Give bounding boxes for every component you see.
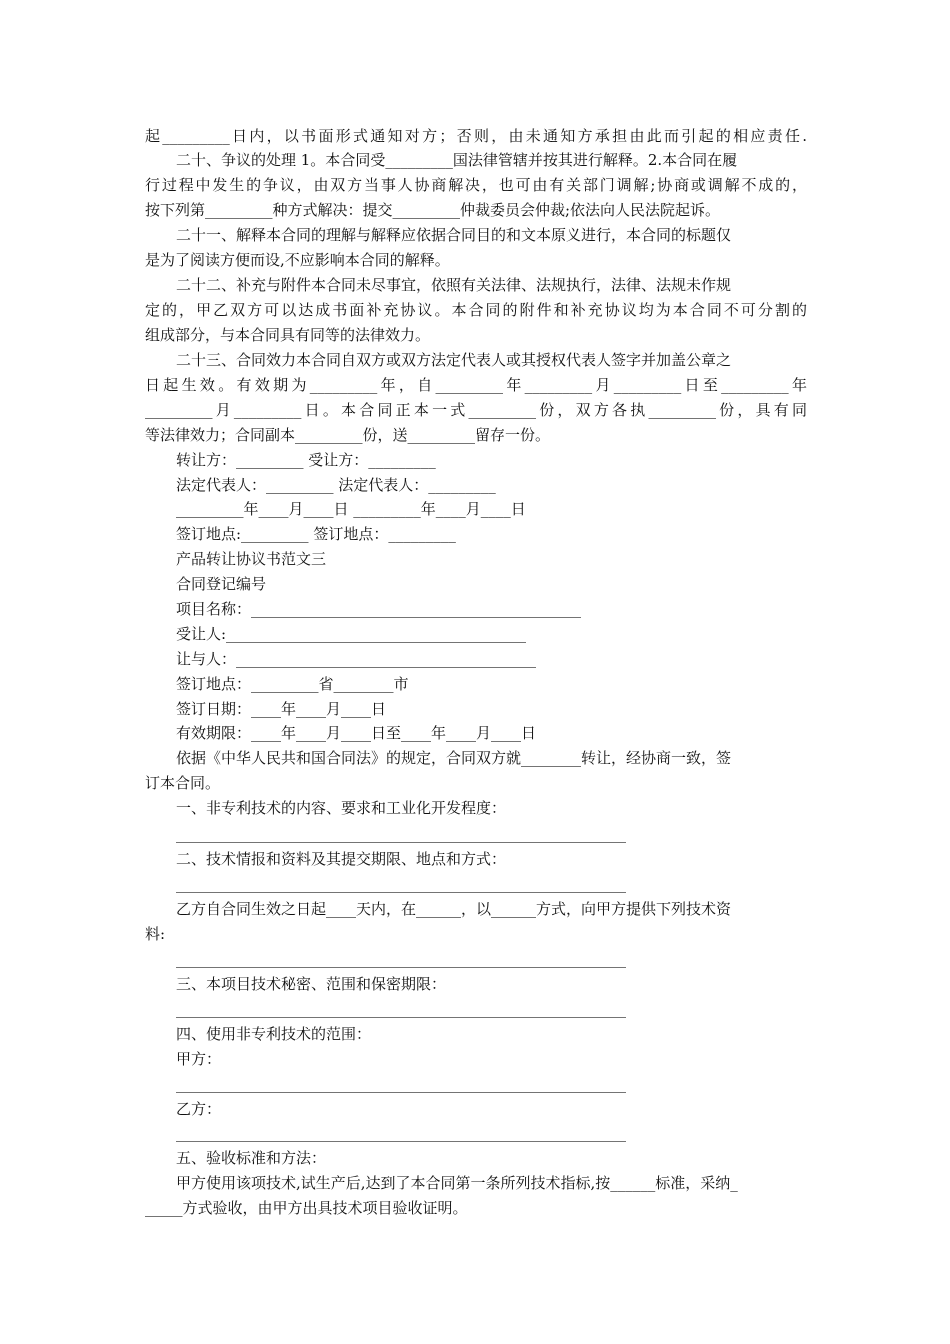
text-line: 一、非专利技术的内容、要求和工业化开发程度： — [176, 799, 507, 817]
text-line: _________月_________日。本合同正本一式_________份，双方各执_________份，具有同 — [145, 401, 807, 419]
text-line: 等法律效力；合同副本_________份，送_________留存一份。 — [145, 426, 551, 444]
text-line: 法定代表人：_________ 法定代表人：_________ — [176, 476, 496, 494]
text-line: 二十一、解释本合同的理解与解释应依据合同目的和文本原义进行，本合同的标题仅 — [176, 226, 732, 244]
text-line: 五、验收标准和方法： — [176, 1149, 327, 1167]
text-line: 依据《中华人民共和国合同法》的规定，合同双方就________转让，经协商一致，签 — [176, 749, 732, 767]
text-line: 料: — [145, 925, 166, 943]
text-line: 是为了阅读方便而设,不应影响本合同的解释。 — [145, 251, 450, 269]
text-line: 定的，甲乙双方可以达成书面补充协议。本合同的附件和补充协议均为本合同不可分割的 — [145, 301, 807, 319]
text-line: 受让人:________________________________________ — [176, 625, 527, 643]
text-line: 三、本项目技术秘密、范围和保密期限： — [176, 975, 447, 993]
text-line: ____________________________________________________________ — [176, 825, 626, 843]
text-line: ____________________________________________________________ — [176, 1000, 626, 1018]
text-line: 起_________日内，以书面形式通知对方；否则，由未通知方承担由此而引起的相应责任. — [145, 127, 807, 145]
text-line: 项目名称：____________________________________________ — [176, 600, 582, 618]
text-line: 按下列第_________种方式解决：提交_________仲裁委员会仲裁;依法向人民法院起诉。 — [145, 201, 721, 219]
text-line: ____________________________________________________________ — [176, 875, 626, 893]
text-line: 合同登记编号 — [176, 575, 267, 593]
text-line: 二十、争议的处理 1。本合同受_________国法律管辖并按其进行解释。2.本合同在履 — [176, 151, 738, 169]
text-line: 签订地点:_________ 签订地点：_________ — [176, 525, 456, 543]
text-line: 二十二、补充与附件本合同未尽事宜，依照有关法律、法规执行，法律、法规未作规 — [176, 276, 732, 294]
text-line: 签订地点：_________省________市 — [176, 675, 409, 693]
text-line: 产品转让协议书范文三 — [176, 550, 327, 568]
text-line: 乙方： — [176, 1100, 222, 1118]
text-line: 日起生效。有效期为_________年，自_________年_________月_________日至_________年 — [145, 376, 807, 394]
text-line: 行过程中发生的争议，由双方当事人协商解决，也可由有关部门调解;协商或调解不成的， — [145, 176, 807, 194]
text-line: ____________________________________________________________ — [176, 1124, 626, 1142]
text-line: 签订日期：____年____月____日 — [176, 700, 387, 718]
text-line: 四、使用非专利技术的范围： — [176, 1025, 372, 1043]
text-line: 二、技术情报和资料及其提交期限、地点和方式： — [176, 850, 507, 868]
text-line: 乙方自合同生效之日起____天内，在______，以______方式，向甲方提供下列技术资 — [176, 900, 732, 918]
text-line: 转让方：_________ 受让方：_________ — [176, 451, 436, 469]
text-line: 有效期限：____年____月____日至____年____月____日 — [176, 724, 537, 742]
text-line: _________年____月____日 _________年____月____日 — [176, 500, 526, 518]
text-line: 甲方： — [176, 1050, 222, 1068]
text-line: ____________________________________________________________ — [176, 950, 626, 968]
text-line: 组成部分，与本合同具有同等的法律效力。 — [145, 326, 431, 344]
text-line: 甲方使用该项技术,试生产后,达到了本合同第一条所列技术指标,按______标准，采纳_ — [176, 1174, 738, 1192]
text-line: _____方式验收，由甲方出具技术项目验收证明。 — [145, 1199, 468, 1217]
text-line: 二十三、合同效力本合同自双方或双方法定代表人或其授权代表人签字并加盖公章之 — [176, 351, 732, 369]
text-line: ____________________________________________________________ — [176, 1075, 626, 1093]
text-line: 让与人：________________________________________ — [176, 650, 537, 668]
text-line: 订本合同。 — [145, 774, 221, 792]
